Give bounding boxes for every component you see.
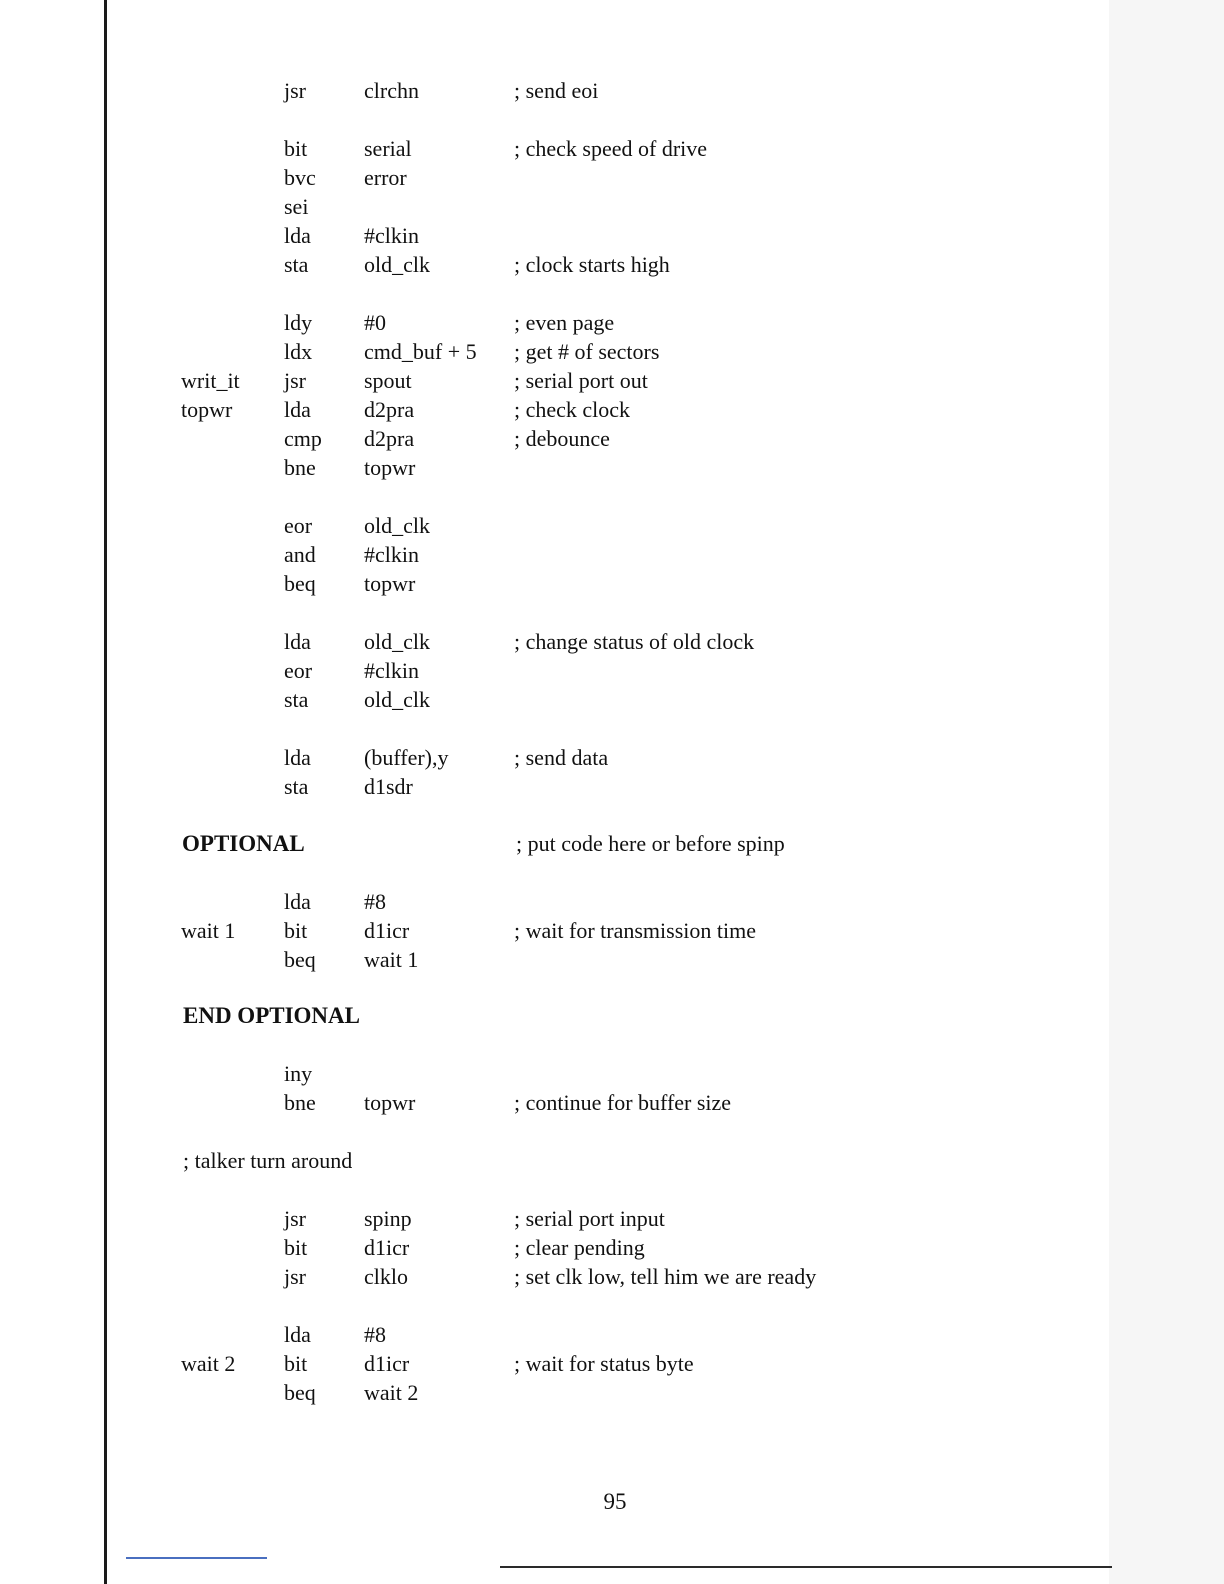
code-opcode: and	[284, 542, 316, 567]
end-optional-heading: END OPTIONAL	[183, 1003, 360, 1028]
code-opcode: lda	[284, 889, 311, 914]
code-opcode: eor	[284, 513, 313, 538]
code-operand: #8	[364, 1322, 386, 1347]
code-operand: topwr	[364, 1090, 416, 1115]
code-comment: ; check speed of drive	[514, 136, 708, 161]
code-operand: #clkin	[364, 223, 419, 248]
code-comment: ; send eoi	[514, 78, 599, 103]
code-operand: #0	[364, 310, 386, 335]
code-operand: spout	[364, 368, 412, 393]
code-comment: ; serial port out	[514, 368, 648, 393]
code-opcode: beq	[284, 1380, 316, 1405]
code-opcode: bit	[284, 918, 308, 943]
code-operand: old_clk	[364, 252, 430, 277]
code-opcode: iny	[284, 1061, 313, 1086]
code-opcode: cmp	[284, 426, 322, 451]
code-opcode: sta	[284, 252, 309, 277]
code-operand: topwr	[364, 455, 416, 480]
code-opcode: lda	[284, 629, 311, 654]
code-comment: ; wait for transmission time	[514, 918, 756, 943]
code-operand: serial	[364, 136, 412, 161]
code-opcode: ldx	[284, 339, 313, 364]
code-comment: ; clear pending	[514, 1235, 645, 1260]
code-opcode: bit	[284, 1235, 308, 1260]
code-operand: old_clk	[364, 513, 430, 538]
code-operand: (buffer),y	[364, 745, 449, 770]
code-comment: ; set clk low, tell him we are ready	[514, 1264, 817, 1289]
code-opcode: lda	[284, 1322, 311, 1347]
code-operand: wait 2	[364, 1380, 419, 1405]
code-operand: wait 1	[364, 947, 419, 972]
code-operand: clrchn	[364, 78, 419, 103]
code-opcode: beq	[284, 947, 316, 972]
code-comment: ; clock starts high	[514, 252, 670, 277]
code-operand: cmd_buf + 5	[364, 339, 477, 364]
code-comment: ; change status of old clock	[514, 629, 755, 654]
code-opcode: bit	[284, 1351, 308, 1376]
code-opcode: bit	[284, 136, 308, 161]
code-operand: spinp	[364, 1206, 412, 1231]
code-operand: d1icr	[364, 1351, 410, 1376]
code-opcode: jsr	[284, 368, 306, 393]
code-opcode: jsr	[284, 1206, 306, 1231]
code-operand: error	[364, 165, 407, 190]
code-label: topwr	[181, 397, 233, 422]
footer-rule-right	[500, 1566, 1112, 1568]
code-comment: ; continue for buffer size	[514, 1090, 732, 1115]
code-operand: d2pra	[364, 397, 415, 422]
code-operand: d1icr	[364, 1235, 410, 1260]
code-opcode: bne	[284, 1090, 316, 1115]
code-operand: d1sdr	[364, 774, 413, 799]
footer-rule-left	[126, 1557, 267, 1559]
code-opcode: sei	[284, 194, 309, 219]
code-comment: ; even page	[514, 310, 615, 335]
code-operand: #clkin	[364, 658, 419, 683]
code-operand: d2pra	[364, 426, 415, 451]
code-opcode: ldy	[284, 310, 313, 335]
code-operand: old_clk	[364, 687, 430, 712]
code-operand: #8	[364, 889, 386, 914]
code-operand: #clkin	[364, 542, 419, 567]
optional-comment: ; put code here or before spinp	[516, 831, 785, 856]
code-opcode: lda	[284, 745, 311, 770]
code-label: wait 1	[181, 918, 236, 943]
code-opcode: bvc	[284, 165, 316, 190]
code-label: wait 2	[181, 1351, 236, 1376]
code-opcode: lda	[284, 397, 311, 422]
code-comment: ; debounce	[514, 426, 610, 451]
code-opcode: lda	[284, 223, 311, 248]
code-comment: ; serial port input	[514, 1206, 665, 1231]
optional-heading: OPTIONAL	[182, 831, 305, 856]
code-comment: ; send data	[514, 745, 609, 770]
code-opcode: bne	[284, 455, 316, 480]
code-opcode: sta	[284, 687, 309, 712]
code-opcode: sta	[284, 774, 309, 799]
code-opcode: jsr	[284, 1264, 306, 1289]
code-operand: topwr	[364, 571, 416, 596]
code-opcode: eor	[284, 658, 313, 683]
code-opcode: beq	[284, 571, 316, 596]
code-label: writ_it	[181, 368, 240, 393]
code-comment: ; get # of sectors	[514, 339, 660, 364]
code-operand: clklo	[364, 1264, 408, 1289]
code-operand: d1icr	[364, 918, 410, 943]
code-opcode: jsr	[284, 78, 306, 103]
talker-comment: ; talker turn around	[183, 1148, 353, 1173]
code-comment: ; check clock	[514, 397, 631, 422]
code-comment: ; wait for status byte	[514, 1351, 694, 1376]
code-operand: old_clk	[364, 629, 430, 654]
page-number: 95	[603, 1489, 627, 1514]
